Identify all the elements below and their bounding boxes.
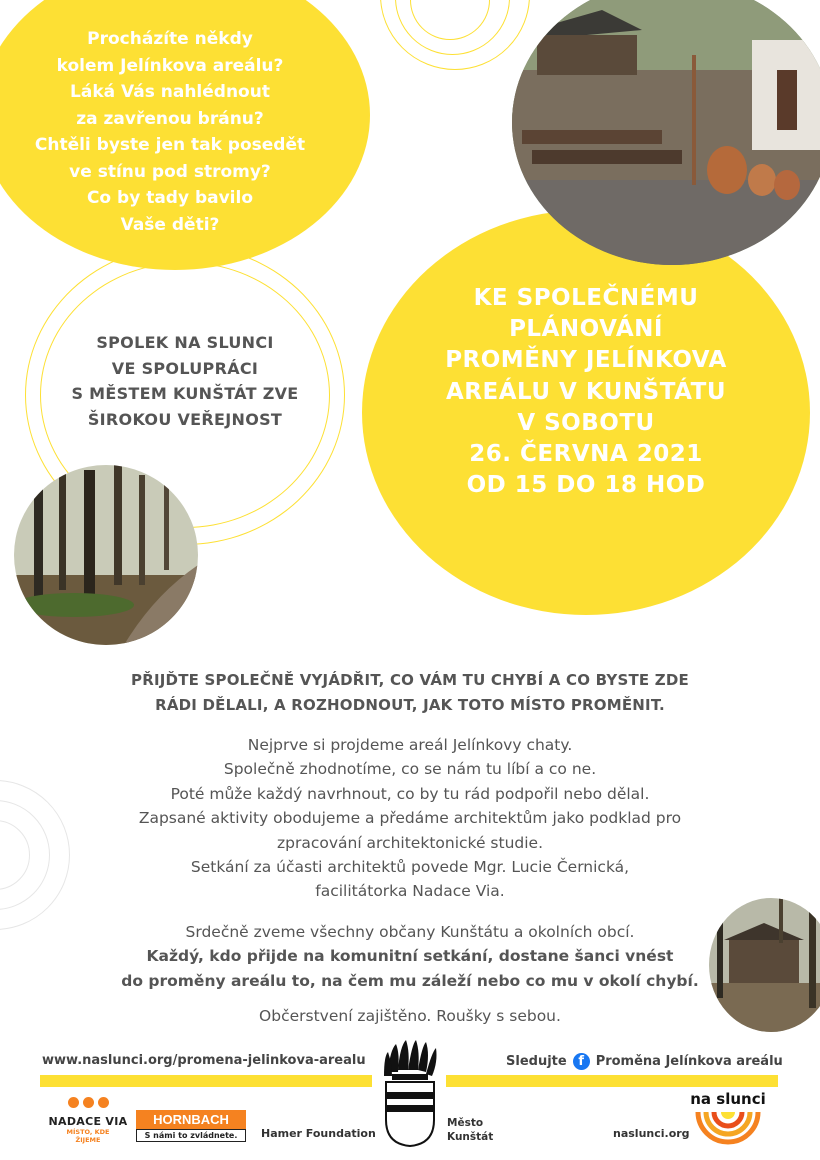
refreshments-note: Občerstvení zajištěno. Roušky s sebou.: [259, 1007, 561, 1025]
welcome-line-bold: Každý, kdo přijde na komunitní setkání, dostane šanci vnést: [146, 947, 674, 966]
intro-line: Procházíte někdy: [87, 29, 253, 49]
organizer-line: VE SPOLUPRÁCI: [111, 358, 259, 378]
event-line: V SOBOTU: [517, 409, 655, 436]
hornbach-logo: [136, 1110, 246, 1142]
footer-bar-right: [446, 1075, 778, 1087]
follow-label: Sledujte: [506, 1054, 567, 1069]
intro-line: kolem Jelínkova areálu?: [56, 55, 284, 76]
intro-text: [0, 26, 340, 238]
intro-line: ve stínu pod stromy?: [69, 161, 271, 182]
mesto-line: Kunštát: [447, 1131, 494, 1143]
nadace-via-name: NADACE VIA: [48, 1115, 128, 1128]
body-line: Společně zhodnotíme, co se nám tu líbí a co ne.: [223, 760, 597, 779]
nadace-via-slogan: [42, 1128, 134, 1144]
intro-line: Vaše děti?: [120, 214, 220, 235]
kunstat-crest-icon: [380, 1040, 440, 1148]
body-line: zpracování architektonické studie.: [276, 833, 544, 852]
invite-line: RÁDI DĚLALI, A ROZHODNOUT, JAK TOTO MÍSTO PROMĚNIT.: [155, 696, 665, 714]
intro-line: Láká Vás nahlédnout: [70, 82, 270, 102]
event-line: 26. ČERVNA 2021: [469, 441, 703, 468]
follow-facebook[interactable]: [506, 1053, 783, 1070]
na-slunci-name: na slunci: [690, 1090, 766, 1108]
event-text: [372, 283, 800, 501]
event-line: AREÁLU V KUNŠTÁTU: [445, 378, 727, 405]
hornbach-slogan: S námi to zvládnete.: [136, 1129, 246, 1142]
body-line: Nejprve si projdeme areál Jelínkovy chaty.: [247, 736, 573, 754]
welcome-text: [60, 920, 760, 993]
nadace-via-logo: [42, 1093, 134, 1144]
website-link[interactable]: www.naslunci.org/promena-jelinkova-arealu: [42, 1053, 366, 1068]
organizer-text: [40, 330, 330, 432]
event-line: PLÁNOVÁNÍ: [509, 316, 663, 343]
invite-line: PŘIJĎTE SPOLEČNĚ VYJÁDŘIT, CO VÁM TU CHYBÍ A CO BYSTE ZDE: [131, 671, 689, 689]
hornbach-name: HORNBACH: [136, 1110, 246, 1129]
body-line: Setkání za účasti architektů povede Mgr. Lucie Černická,: [190, 858, 630, 877]
body-line: Zapsané aktivity obodujeme a předáme architektům jako podklad pro: [138, 809, 682, 828]
nadace-dots: [42, 1093, 134, 1112]
organizer-line: S MĚSTEM KUNŠTÁT ZVE: [71, 384, 299, 403]
mesto-line: Město: [447, 1117, 484, 1129]
body-line: Poté může každý navrhnout, co by tu rád podpořil nebo dělal.: [170, 784, 650, 803]
facebook-page-name[interactable]: Proměna Jelínkova areálu: [595, 1054, 783, 1069]
body-line: facilitátorka Nadace Via.: [315, 882, 505, 901]
forest-photo: [14, 465, 198, 645]
event-line: OD 15 DO 18 HOD: [466, 472, 706, 499]
organizer-line: ŠIROKOU VEŘEJNOST: [87, 409, 283, 429]
welcome-line: Srdečně zveme všechny občany Kunštátu a okolních obcí.: [185, 923, 635, 941]
intro-line: Co by tady bavilo: [86, 188, 254, 208]
nadace-slogan-line: ŽIJEME: [75, 1136, 101, 1144]
hamer-foundation-logo: Hamer Foundation: [261, 1127, 376, 1140]
mesto-kunstat-label: [447, 1116, 493, 1144]
nadace-slogan-line: MÍSTO, KDE: [66, 1128, 110, 1136]
footer-bar-left: [40, 1075, 372, 1087]
event-line: PROMĚNY JELÍNKOVA: [445, 347, 727, 374]
organizer-line: SPOLEK NA SLUNCI: [96, 333, 274, 352]
invite-heading: [60, 668, 760, 718]
intro-line: za zavřenou bránu?: [76, 108, 264, 129]
sun-rays-icon: [688, 1090, 768, 1146]
event-line: KE SPOLEČNÉMU: [473, 285, 699, 311]
facebook-icon[interactable]: f: [573, 1053, 590, 1070]
program-description: [50, 733, 770, 904]
na-slunci-logo: [688, 1090, 768, 1146]
naslunci-link[interactable]: naslunci.org: [613, 1127, 690, 1140]
intro-line: Chtěli byste jen tak posedět: [34, 135, 306, 155]
welcome-line-bold: do proměny areálu to, na čem mu záleží nebo co mu v okolí chybí.: [121, 971, 699, 990]
